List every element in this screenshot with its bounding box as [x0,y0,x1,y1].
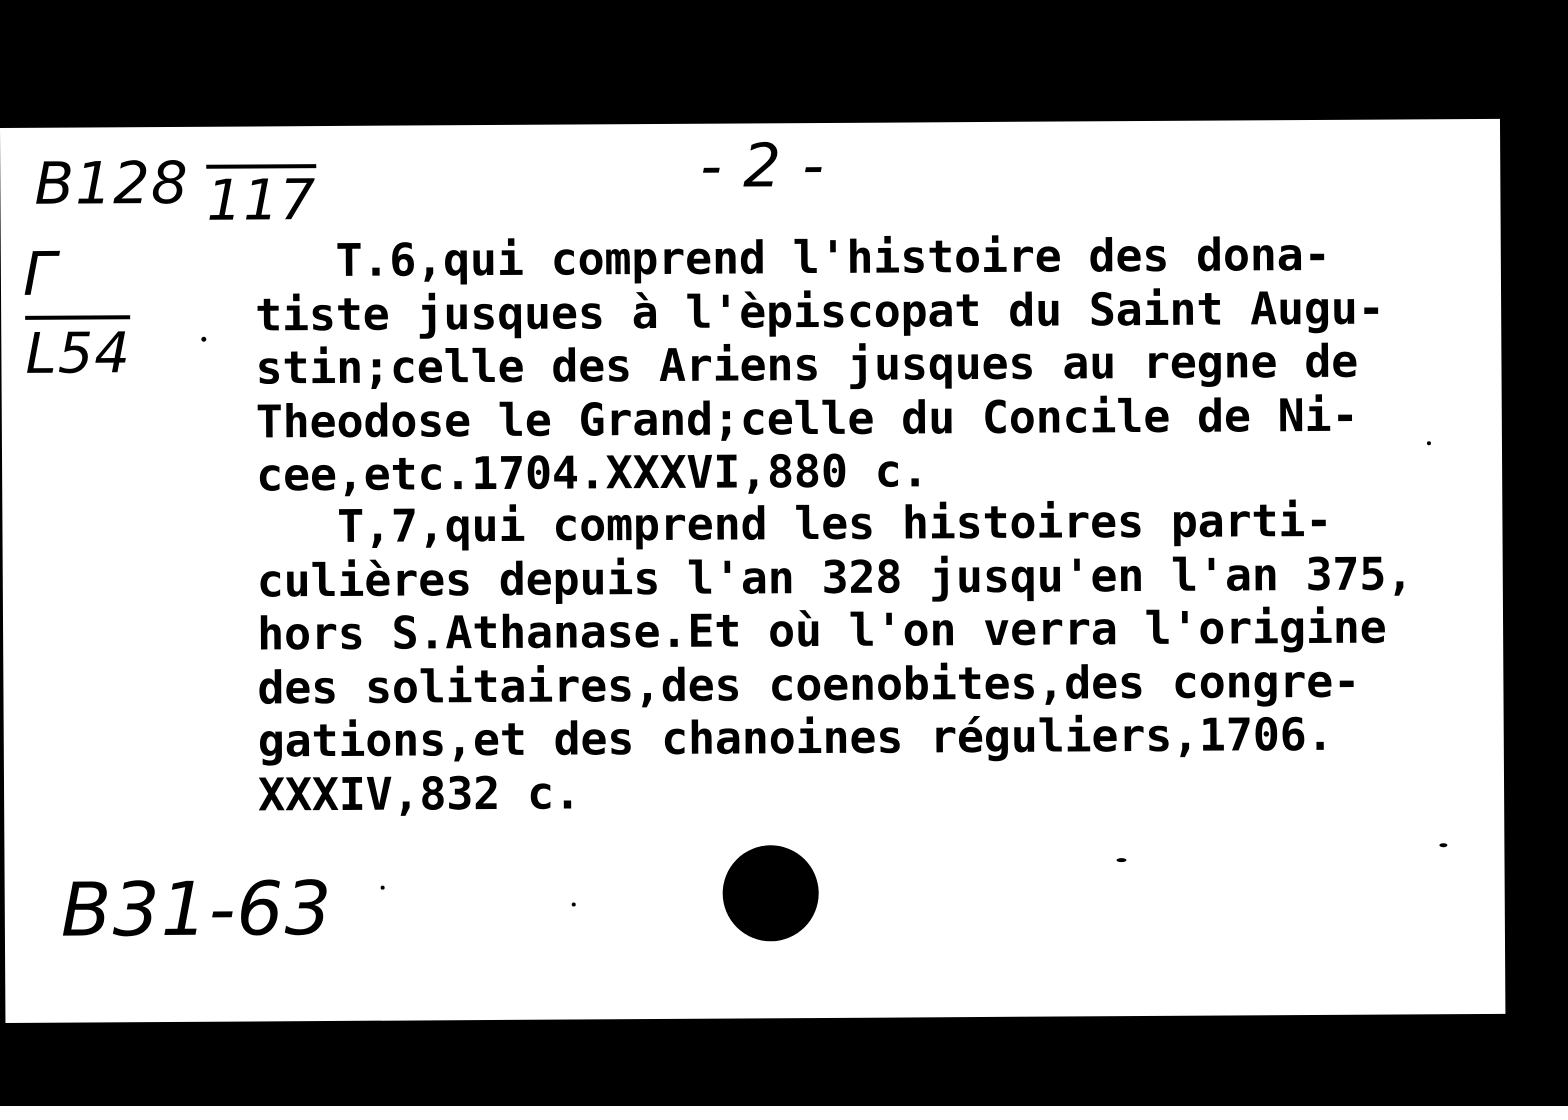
dust-speck [1427,441,1431,445]
dust-speck [1116,858,1126,862]
scan-bottom-edge [0,1106,1568,1120]
shelf-letter: Г [22,239,58,310]
dust-speck [1439,843,1447,847]
call-number-top: B128 [34,148,190,218]
dust-speck [572,902,576,906]
shelf-code: L54 [25,315,131,387]
dust-speck [381,886,385,890]
catalog-card [0,119,1505,1023]
call-number-fraction: 117 [206,164,316,234]
entry-volume-7: T,7,qui comprend les histoires parti- culières depuis l'an 328 jusqu'en l'an 375, hors S.Athanase.Et où l'on verra l'origine des solitaires,des coenobites,des congre- gations,et des chanoines réguliers,1706. XXXIV,832 c. [256,493,1414,821]
punch-hole [722,845,819,942]
entry-volume-6: T.6,qui comprend l'histoire des dona- tiste jusques à l'èpiscopat du Saint Augu- stin;celle des Ariens jusques au regne de Theodose le Grand;celle du Concile de Ni- cee,etc.1704.XXXVI,880 c. [254,227,1385,502]
accession-number: B31-63 [60,865,333,954]
dust-speck [201,337,206,342]
page-marker: - 2 - [700,130,826,202]
